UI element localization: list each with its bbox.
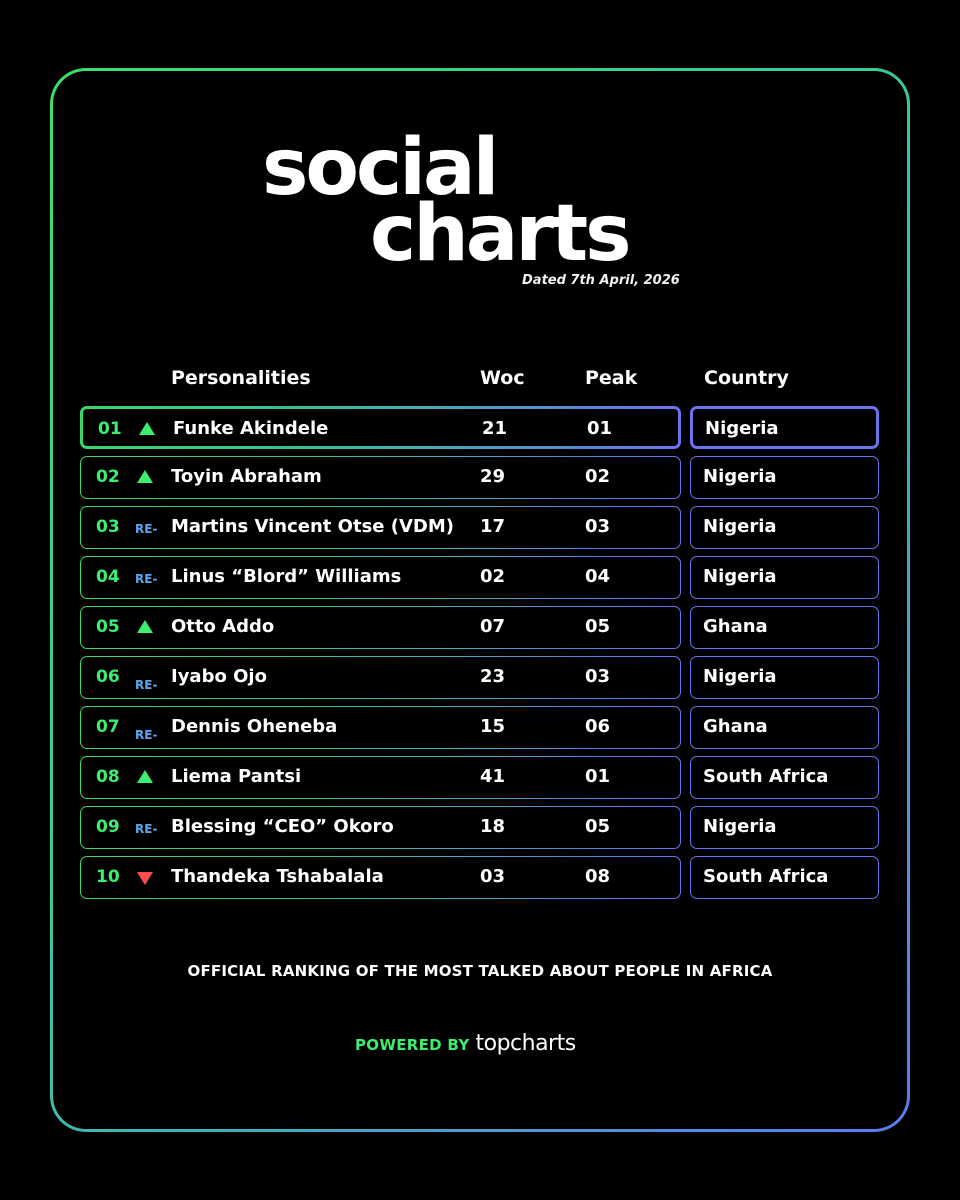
table-row [80, 706, 681, 749]
personality-name: Thandeka Tshabalala [171, 866, 384, 887]
woc-value: 23 [480, 666, 506, 687]
re-entry-badge: RE- [135, 822, 158, 836]
table-row [80, 406, 681, 449]
country-name: Nigeria [703, 466, 777, 487]
peak-value: 03 [585, 666, 611, 687]
peak-value: 01 [585, 766, 611, 787]
woc-value: 03 [480, 866, 506, 887]
personality-name: Liema Pantsi [171, 766, 302, 787]
up-arrow-icon [137, 620, 153, 633]
rank-number: 07 [96, 717, 120, 737]
table-row [80, 506, 681, 549]
logo-line-2: charts [370, 189, 629, 267]
up-arrow-icon [137, 770, 153, 783]
country-cell [690, 456, 879, 499]
country-name: Ghana [703, 716, 768, 737]
powered-by [355, 1031, 576, 1056]
country-cell [690, 506, 879, 549]
re-entry-badge: RE- [135, 572, 158, 586]
woc-value: 07 [480, 616, 506, 637]
rank-number: 03 [96, 517, 120, 537]
rank-number: 04 [96, 567, 120, 587]
topcharts-logo: topcharts [475, 1031, 576, 1056]
country-cell [690, 606, 879, 649]
rank-number: 09 [96, 817, 120, 837]
up-arrow-icon [137, 470, 153, 483]
woc-value: 15 [480, 716, 506, 737]
country-name: Nigeria [703, 516, 777, 537]
table-row [80, 456, 681, 499]
powered-by-label: POWERED BY [355, 1036, 470, 1054]
re-entry-badge: RE- [135, 678, 158, 692]
country-cell [690, 656, 879, 699]
header-personalities: Personalities [171, 367, 311, 389]
tagline: OFFICIAL RANKING OF THE MOST TALKED ABOUT PEOPLE IN AFRICA [187, 962, 773, 980]
rank-number: 02 [96, 467, 120, 487]
country-name: Nigeria [703, 816, 777, 837]
re-entry-badge: RE- [135, 728, 158, 742]
peak-value: 05 [585, 616, 611, 637]
country-name: South Africa [703, 766, 829, 787]
up-arrow-icon [139, 422, 155, 435]
personality-name: Dennis Oheneba [171, 716, 338, 737]
country-name: South Africa [703, 866, 829, 887]
country-cell [690, 556, 879, 599]
chart-date: Dated 7th April, 2026 [522, 273, 680, 288]
table-row [80, 856, 681, 899]
woc-value: 18 [480, 816, 506, 837]
logo-line-1: social [262, 132, 497, 213]
personality-name: Martins Vincent Otse (VDM) [171, 516, 454, 537]
personality-name: Linus “Blord” Williams [171, 566, 402, 587]
country-cell [690, 806, 879, 849]
down-arrow-icon [137, 872, 153, 885]
peak-value: 05 [585, 816, 611, 837]
country-cell [690, 756, 879, 799]
woc-value: 41 [480, 766, 506, 787]
personality-name: Toyin Abraham [171, 466, 322, 487]
header-woc: Woc [480, 367, 525, 389]
table-row [80, 656, 681, 699]
social-charts-logo [262, 132, 662, 267]
table-row [80, 756, 681, 799]
personality-name: Funke Akindele [173, 418, 329, 439]
country-name: Nigeria [703, 566, 777, 587]
country-name: Nigeria [705, 418, 779, 439]
woc-value: 29 [480, 466, 506, 487]
country-name: Nigeria [703, 666, 777, 687]
rank-number: 08 [96, 767, 120, 787]
country-name: Ghana [703, 616, 768, 637]
woc-value: 17 [480, 516, 506, 537]
peak-value: 08 [585, 866, 611, 887]
personality-name: Otto Addo [171, 616, 275, 637]
header-country: Country [704, 367, 789, 389]
woc-value: 02 [480, 566, 506, 587]
personality-name: Blessing “CEO” Okoro [171, 816, 394, 837]
rank-number: 01 [98, 419, 122, 439]
country-cell [690, 856, 879, 899]
country-cell [690, 706, 879, 749]
country-cell [690, 406, 879, 449]
peak-value: 06 [585, 716, 611, 737]
re-entry-badge: RE- [135, 522, 158, 536]
woc-value: 21 [482, 418, 508, 439]
peak-value: 04 [585, 566, 611, 587]
rank-number: 06 [96, 667, 120, 687]
rank-number: 10 [96, 867, 120, 887]
table-row [80, 556, 681, 599]
peak-value: 02 [585, 466, 611, 487]
peak-value: 01 [587, 418, 613, 439]
rank-number: 05 [96, 617, 120, 637]
header-peak: Peak [585, 367, 638, 389]
table-row [80, 806, 681, 849]
personality-name: Iyabo Ojo [171, 666, 267, 687]
peak-value: 03 [585, 516, 611, 537]
table-row [80, 606, 681, 649]
